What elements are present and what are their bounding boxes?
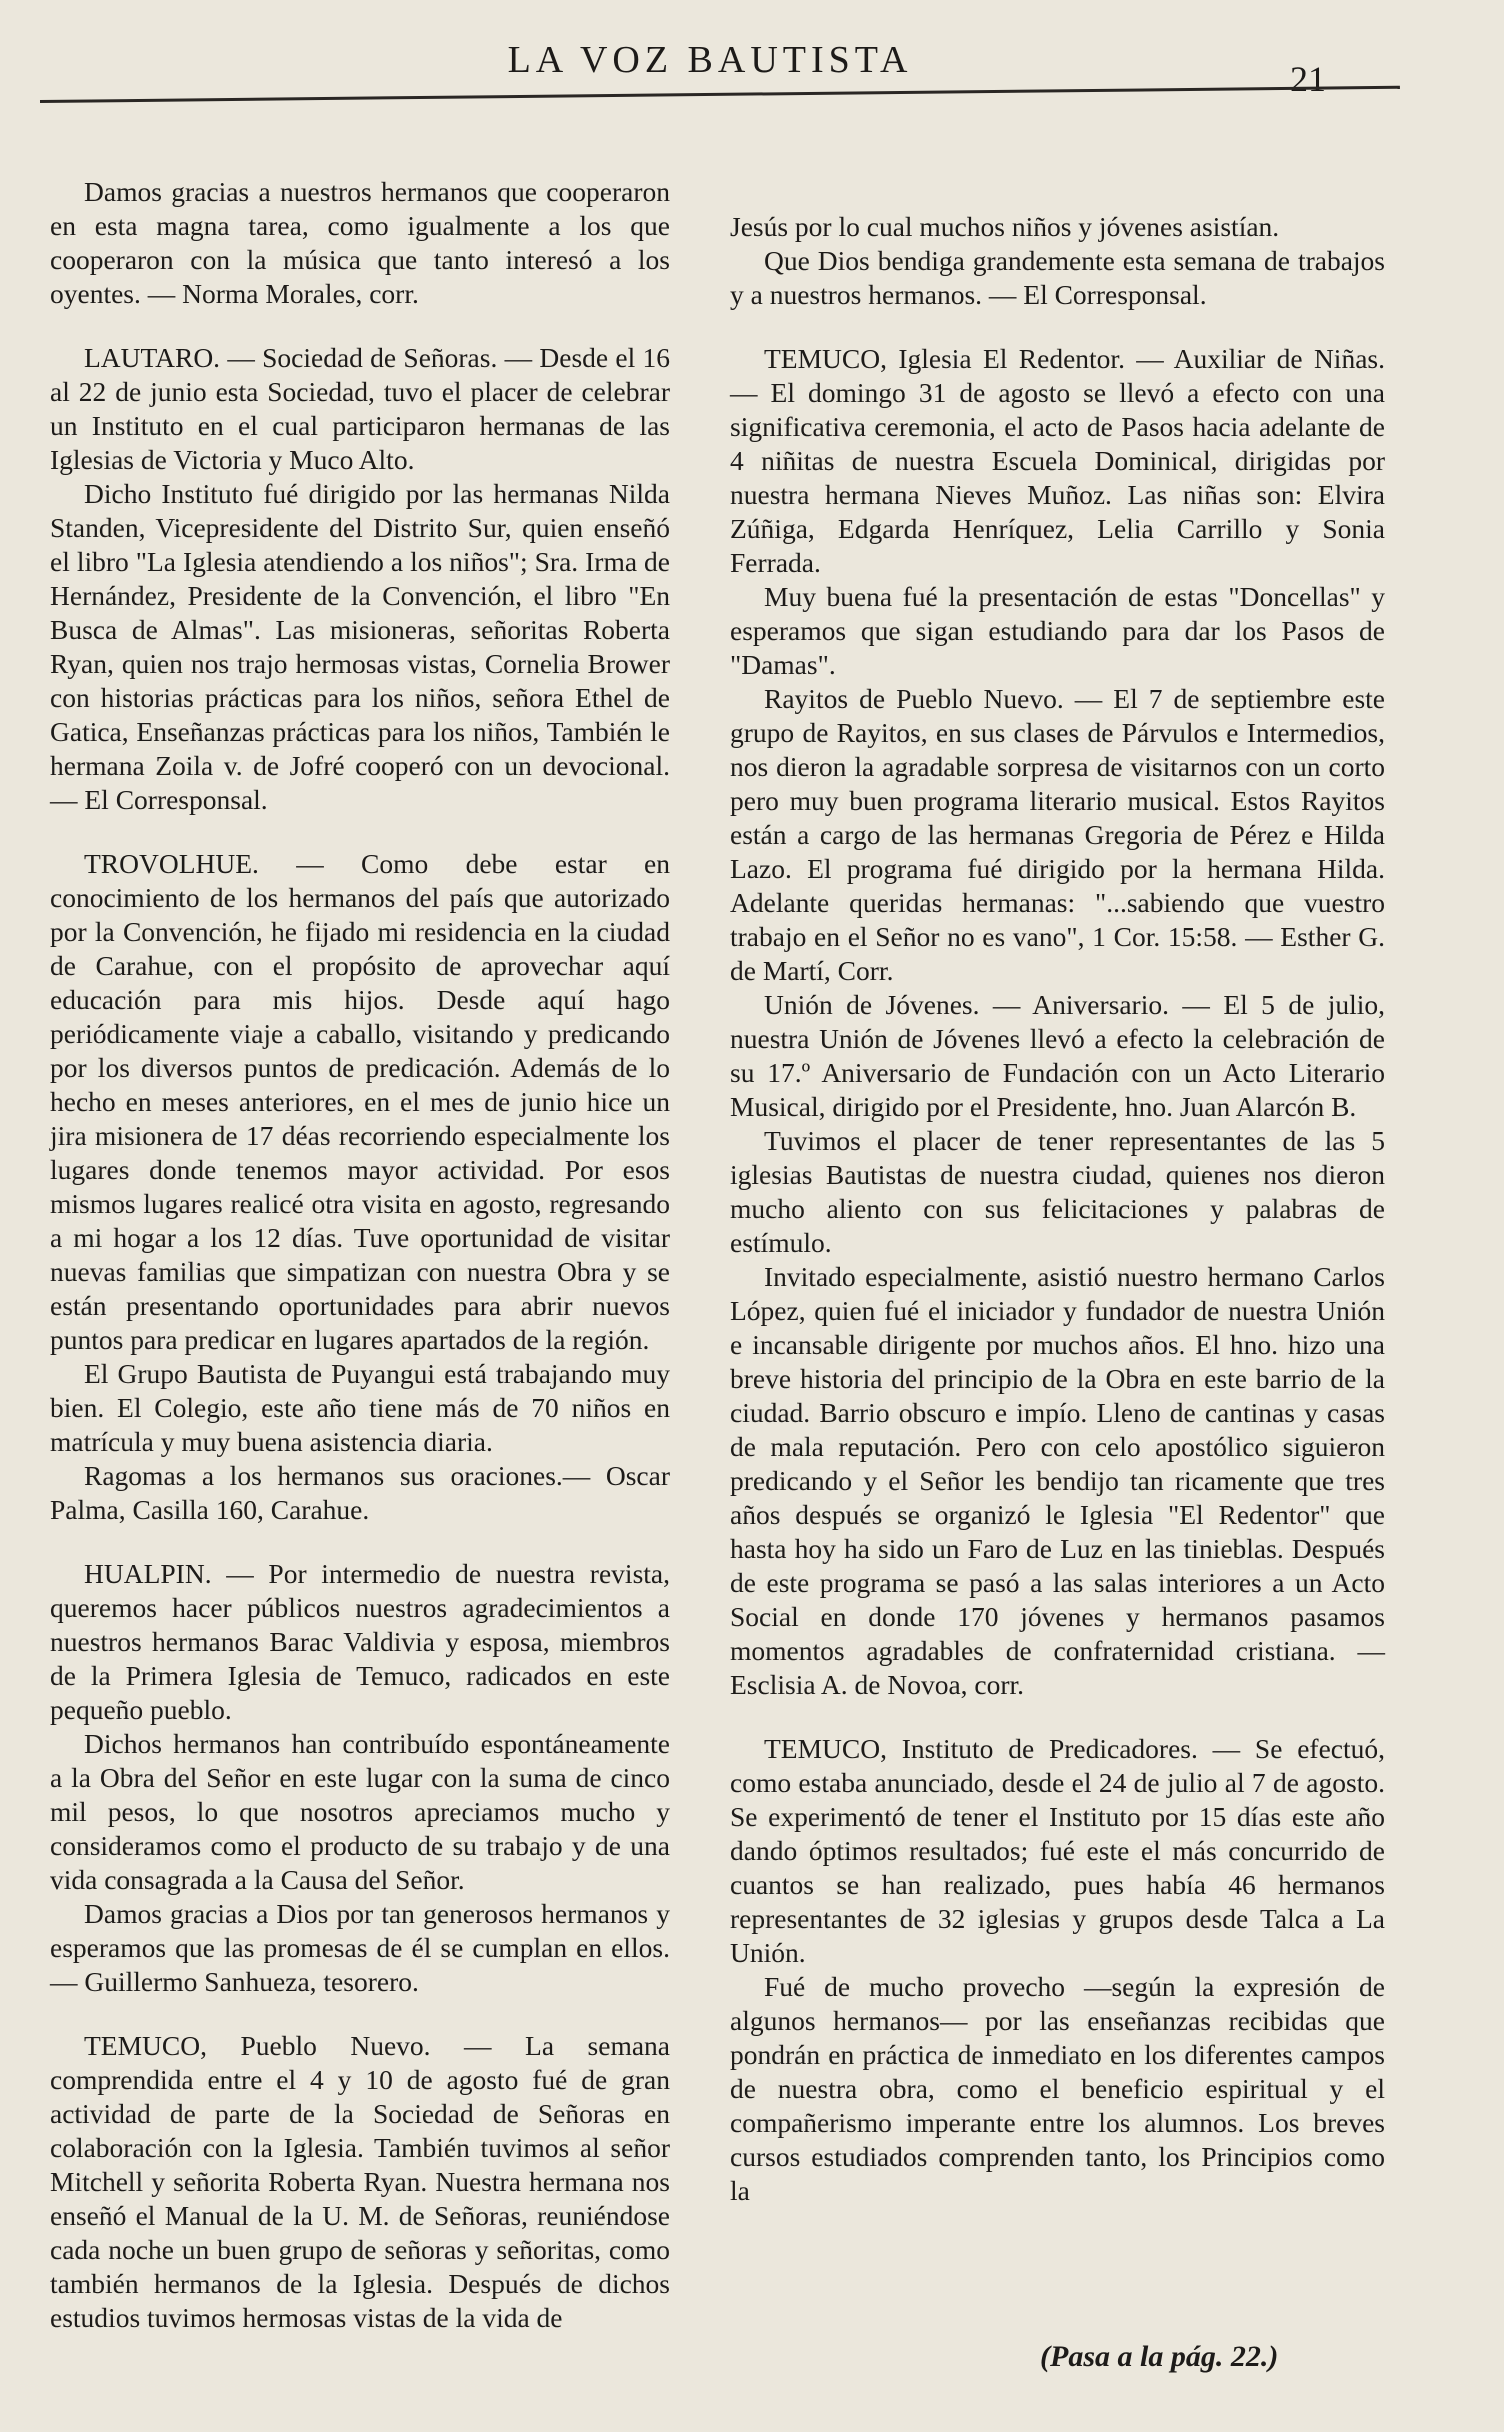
header-rule: [40, 86, 1400, 103]
paragraph: HUALPIN. — Por intermedio de nuestra revista, queremos hacer públicos nuestros agradecimientos a nuestros hermanos Barac Valdivia y esposa, miembros de la Primera Iglesia de Temuco, radicados en este pequeño pueblo.: [50, 1558, 670, 1725]
paragraph: LAUTARO. — Sociedad de Señoras. — Desde el 16 al 22 de junio esta Sociedad, tuvo el placer de celebrar un Instituto en el cual participaron hermanas de las Iglesias de Victoria y Muco Alto.: [50, 342, 670, 475]
article-lautaro: [50, 341, 670, 817]
article-hualpin: [50, 1557, 670, 1999]
article-trovolhue: [50, 847, 670, 1527]
paragraph: Jesús por lo cual muchos niños y jóvenes asistían.: [730, 211, 1280, 242]
paragraph: TEMUCO, Iglesia El Redentor. — Auxiliar de Niñas. — El domingo 31 de agosto se llevó a efecto con una significativa ceremonia, el acto de Pasos hacia adelante de 4 niñitas de nuestra Escuela Dominical, dirigidas por nuestra hermana Nieves Muñoz. Las niñas son: Elvira Zúñiga, Edgarda Henríquez, Lelia Carrillo y Sonia Ferrada.: [730, 343, 1385, 578]
paragraph: Fué de mucho provecho —según la expresión de algunos hermanos— por las enseñanzas recibidas que pondrán en práctica de inmediato en los diferentes campos de nuestra obra, como el beneficio espiritual y el compañerismo imperante entre los alumnos. Los breves cursos estudiados comprenden tanto, los Principios como la: [730, 1971, 1385, 2206]
paragraph: Tuvimos el placer de tener representantes de las 5 iglesias Bautistas de nuestra ciudad, quienes nos dieron mucho aliento con sus felicitaciones y palabras de estímulo.: [730, 1125, 1385, 1258]
article-temuco-pueblo-nuevo: [50, 2029, 670, 2335]
paragraph: Unión de Jóvenes. — Aniversario. — El 5 de julio, nuestra Unión de Jóvenes llevó a efecto la celebración de su 17.º Aniversario de Fundación con un Acto Literario Musical, dirigido por el Presidente, hno. Juan Alarcón B.: [730, 989, 1385, 1122]
paragraph: Dicho Instituto fué dirigido por las hermanas Nilda Standen, Vicepresidente del Distrito Sur, quien enseñó el libro "La Iglesia atendiendo a los niños"; Sra. Irma de Hernández, Presidente de la Convención, el libro "En Busca de Almas". Las misioneras, señoritas Roberta Ryan, quien nos trajo hermosas vistas, Cornelia Brower con historias prácticas para los niños, señora Ethel de Gatica, Enseñanzas prácticas para los niños, También le hermana Zoila v. de Jofré cooperó con un devocional. — El Corresponsal.: [50, 478, 670, 815]
page-header: [0, 0, 1504, 120]
article-continuation: [730, 210, 1385, 312]
right-column: [730, 210, 1385, 2238]
magazine-title: LA VOZ BAUTISTA: [507, 39, 913, 81]
paragraph: Damos gracias a nuestros hermanos que cooperaron en esta magna tarea, como igualmente a los que cooperaron con la música que tanto interesó a los oyentes. — Norma Morales, corr.: [50, 176, 670, 309]
paragraph: Invitado especialmente, asistió nuestro hermano Carlos López, quien fué el iniciador y fundador de nuestra Unión e incansable dirigente por muchos años. El hno. hizo una breve historia del principio de la Obra en este barrio de la ciudad. Barrio obscuro e impío. Lleno de cantinas y casas de mala reputación. Pero con celo apostólico siguieron predicando y el Señor les bendijo tan ricamente que tres años después se organizó le Iglesia "El Redentor" que hasta hoy ha sido un Faro de Luz en las tinieblas. Después de este programa se pasó a las salas interiores a un Acto Social en donde 170 jóvenes y hermanos pasamos momentos agradables de confraternidad cristiana. — Esclisia A. de Novoa, corr.: [730, 1261, 1385, 1700]
continuation-note: (Pasa a la pág. 22.): [1040, 2340, 1279, 2373]
paragraph: TROVOLHUE. — Como debe estar en conocimiento de los hermanos del país que autorizado por la Convención, he fijado mi residencia en la ciudad de Carahue, con el propósito de aprovechar aquí educación para mis hijos. Desde aquí hago periódicamente viaje a caballo, visitando y predicando por los diversos puntos de predicación. Además de lo hecho en meses anteriores, en el mes de junio hice un jira misionera de 17 déas recorriendo especialmente los lugares donde tenemos mayor actividad. Por esos mismos lugares realicé otra visita en agosto, regresando a mi hogar a los 12 días. Tuve oportunidad de visitar nuevas familias que simpatizan con nuestra Obra y se están presentando oportunidades para abrir nuevos puntos para predicar en lugares apartados de la región.: [50, 848, 670, 1355]
paragraph: TEMUCO, Instituto de Predicadores. — Se efectuó, como estaba anunciado, desde el 24 de julio al 7 de agosto. Se experimentó de tener el Instituto por 15 días este año dando óptimos resultados; fué este el más concurrido de cuantos se han realizado, pues había 46 hermanos representantes de 32 iglesias y grupos desde Talca a La Unión.: [730, 1733, 1385, 1968]
paragraph: Ragomas a los hermanos sus oraciones.— Oscar Palma, Casilla 160, Carahue.: [50, 1460, 670, 1525]
page-number: 21: [1290, 59, 1326, 99]
article-norma: [50, 175, 670, 311]
article-el-redentor: [730, 342, 1385, 1702]
paragraph: El Grupo Bautista de Puyangui está trabajando muy bien. El Colegio, este año tiene más de 70 niños en matrícula y muy buena asistencia diaria.: [50, 1358, 670, 1457]
article-instituto: [730, 1732, 1385, 2208]
paragraph: Dichos hermanos han contribuído espontáneamente a la Obra del Señor en este lugar con la suma de cinco mil pesos, lo que nosotros apreciamos mucho y consideramos como el producto de su trabajo y de una vida consagrada a la Causa del Señor.: [50, 1728, 670, 1895]
paragraph: Muy buena fué la presentación de estas "Doncellas" y esperamos que sigan estudiando para dar los Pasos de "Damas".: [730, 581, 1385, 680]
left-column: [50, 175, 670, 2365]
paragraph: TEMUCO, Pueblo Nuevo. — La semana comprendida entre el 4 y 10 de agosto fué de gran actividad de parte de la Sociedad de Señoras en colaboración con la Iglesia. También tuvimos al señor Mitchell y señorita Roberta Ryan. Nuestra hermana nos enseñó el Manual de la U. M. de Señoras, reuniéndose cada noche un buen grupo de señoras y señoritas, como también hermanos de la Iglesia. Después de dichos estudios tuvimos hermosas vistas de la vida de: [50, 2030, 670, 2333]
paragraph: Damos gracias a Dios por tan generosos hermanos y esperamos que las promesas de él se cumplan en ellos. — Guillermo Sanhueza, tesorero.: [50, 1898, 670, 1997]
paragraph: Que Dios bendiga grandemente esta semana de trabajos y a nuestros hermanos. — El Corresponsal.: [730, 245, 1385, 310]
paragraph: Rayitos de Pueblo Nuevo. — El 7 de septiembre este grupo de Rayitos, en sus clases de Párvulos e Intermedios, nos dieron la agradable sorpresa de visitarnos con un corto pero muy buen programa literario musical. Estos Rayitos están a cargo de las hermanas Gregoria de Pérez e Hilda Lazo. El programa fué dirigido por la hermana Hilda. Adelante queridas hermanas: "...sabiendo que vuestro trabajo en el Señor no es vano", 1 Cor. 15:58. — Esther G. de Martí, Corr.: [730, 683, 1385, 986]
